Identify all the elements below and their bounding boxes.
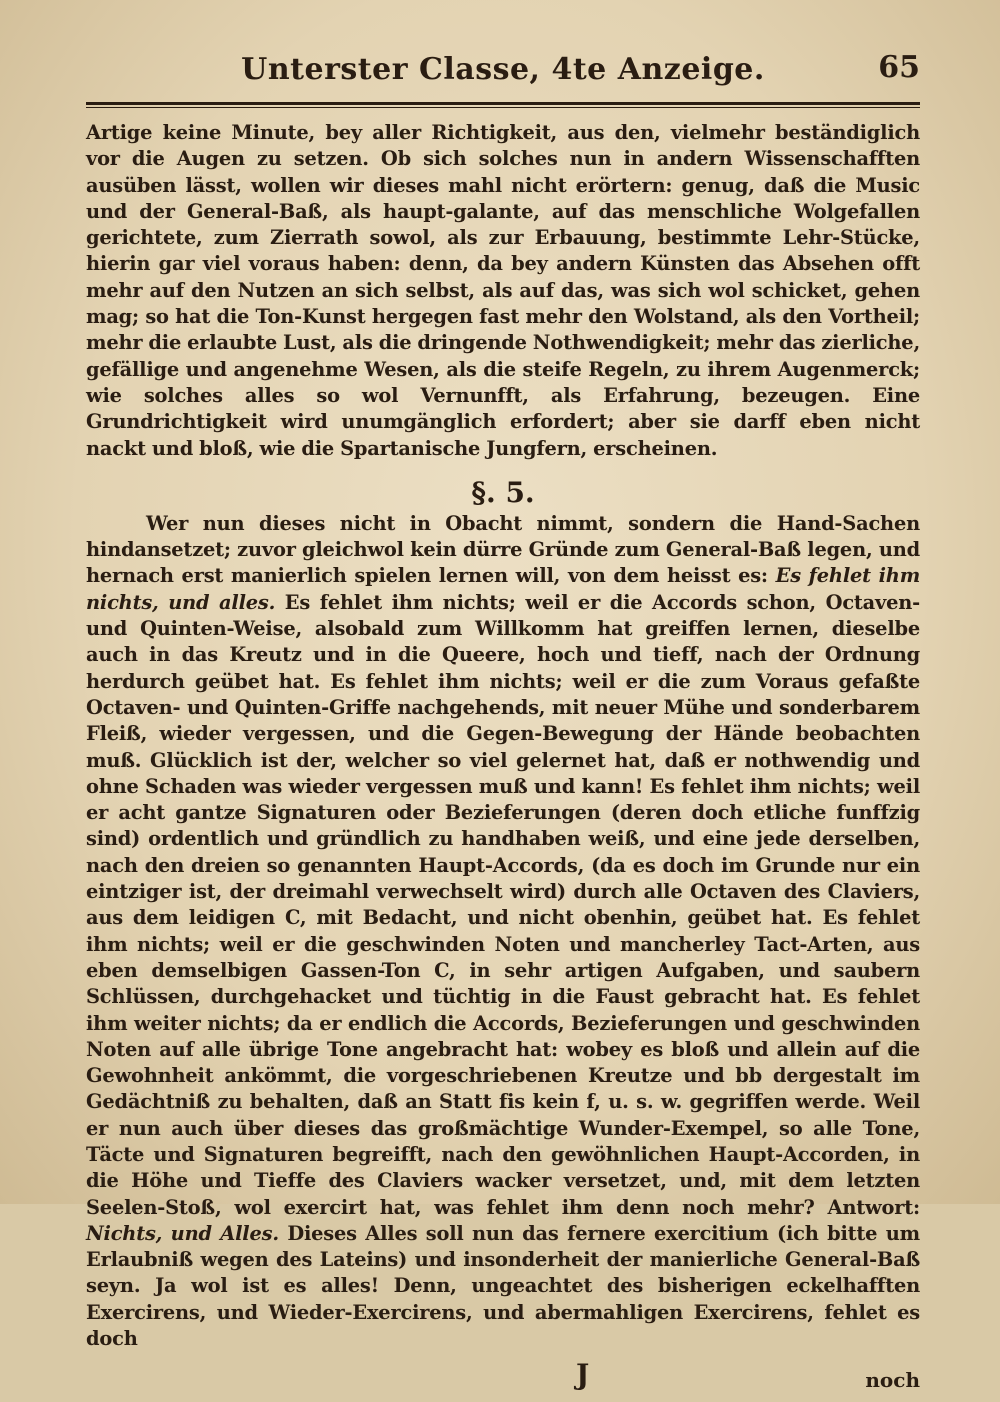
page-header <box>86 44 920 102</box>
paragraph-2 <box>86 511 920 1353</box>
paragraph-2-part-1: Wer nun dieses nicht in Obacht nimmt, sondern die Hand-Sachen hindansetzet; zuvor gleichwol kein dürre Gründe zum General-Baß legen, und hernach erst manierlich spielen lernen will, von dem heisst es: <box>86 511 920 588</box>
header-rule <box>86 102 920 108</box>
page-footer <box>86 1352 920 1402</box>
running-title: Unterster Classe, 4te Anzeige. <box>241 52 765 87</box>
emphasis-2: Nichts, und Alles. <box>86 1221 279 1245</box>
catchword: noch <box>865 1368 920 1393</box>
paragraph-1: Artige keine Minute, bey aller Richtigkeit, aus den, vielmehr beständiglich vor die Augen zu setzen. Ob sich solches nun in andern Wissenschafften ausüben lässt, wollen wir dieses mahl nicht erörtern: genug, daß die Music und der General-Baß, als haupt-galante, auf das menschliche Wolgefallen gerichtete, zum Zierrath sowol, als zur Erbauung, bestimmte Lehr-Stücke, hierin gar viel voraus haben: denn, da bey andern Künsten das Absehen offt mehr auf den Nutzen an sich selbst, als auf das, was sich wol schicket, gehen mag; so hat die Ton-Kunst hergegen fast mehr den Wolstand, als den Vortheil; mehr die erlaubte Lust, als die dringende Nothwendigkeit; mehr das zierliche, gefällige und angenehme Wesen, als die steife Regeln, zu ihrem Augenmerck; wie solches alles so wol Vernunfft, als Erfahrung, bezeugen. Eine Grundrichtigkeit wird unumgänglich erfordert; aber sie darff eben nicht nackt und bloß, wie die Spartanische Jungfern, erscheinen. <box>86 121 920 460</box>
section-heading: §. 5. <box>471 475 535 509</box>
paragraph-2-part-2: Es fehlet ihm nichts; weil er die Accords schon, Octaven- und Quinten-Weise, alsobald zum Willkomm hat greiffen lernen, dieselbe auch in das Kreutz und in die Queere, hoch und tieff, nach der Ordnung herdurch geübet hat. Es fehlet ihm nichts; weil er die zum Voraus gefaßte Octaven- und Quinten-Griffe nachgehends, mit neuer Mühe und sonderbarem Fleiß, wieder vergessen, und die Gegen-Bewegung der Hände beobachten muß. Glücklich ist der, welcher so viel gelernet hat, daß er nothwendig und ohne Schaden was wieder vergessen muß und kann! Es fehlet ihm nichts; weil er acht gantze Signaturen oder Bezieferungen (deren doch etliche funffzig sind) ordentlich und gründlich zu handhaben weiß, und eine jede derselben, nach den dreien so genannten Haupt-Accords, (da es doch im Grunde nur ein eintziger ist, der dreimahl verwechselt wird) durch alle Octaven des Claviers, aus dem leidigen C, mit Bedacht, und nicht obenhin, geübet hat. Es fehlet ihm nichts; weil er die geschwinden Noten und mancherley Tact-Arten, aus eben demselbigen Gassen-Ton C, in sehr artigen Aufgaben, und saubern Schlüssen, durchgehacket und tüchtig in die Faust gebracht hat. Es fehlet ihm weiter nichts; da er endlich die Accords, Bezieferungen und geschwinden Noten auf alle übrige Tone angebracht hat: wobey es bloß und allein auf die Gewohnheit ankömmt, die vorgeschriebenen Kreutze und bb dergestalt im Gedächtniß zu behalten, daß an Statt fis kein f, u. s. w. gegriffen werde. Weil er nun auch über dieses das großmächtige Wunder-Exempel, so alle Tone, Täcte und Signaturen begreifft, nach den gewöhnlichen Haupt-Accorden, in die Höhe und Tieffe des Claviers wacker versetzet, und, mit dem letzten Seelen-Stoß, wol exercirt hat, was fehlet ihm denn noch mehr? Antwort: <box>86 590 920 1219</box>
page-number: 65 <box>878 50 920 85</box>
body-text <box>86 120 920 1352</box>
paragraph-2-part-3: Dieses Alles soll nun das fernere exercitium (ich bitte um Erlaubniß wegen des Lateins) und insonderheit der manierliche General-Baß seyn. Ja wol ist es alles! Denn, ungeachtet des bisherigen eckelhafften Exercirens, und Wieder-Exercirens, und abermahligen Exercirens, fehlet es doch <box>86 1221 920 1351</box>
signature-mark: J <box>576 1358 590 1392</box>
emphasis-1: Es fehlet ihm nichts, und alles. <box>86 564 921 614</box>
